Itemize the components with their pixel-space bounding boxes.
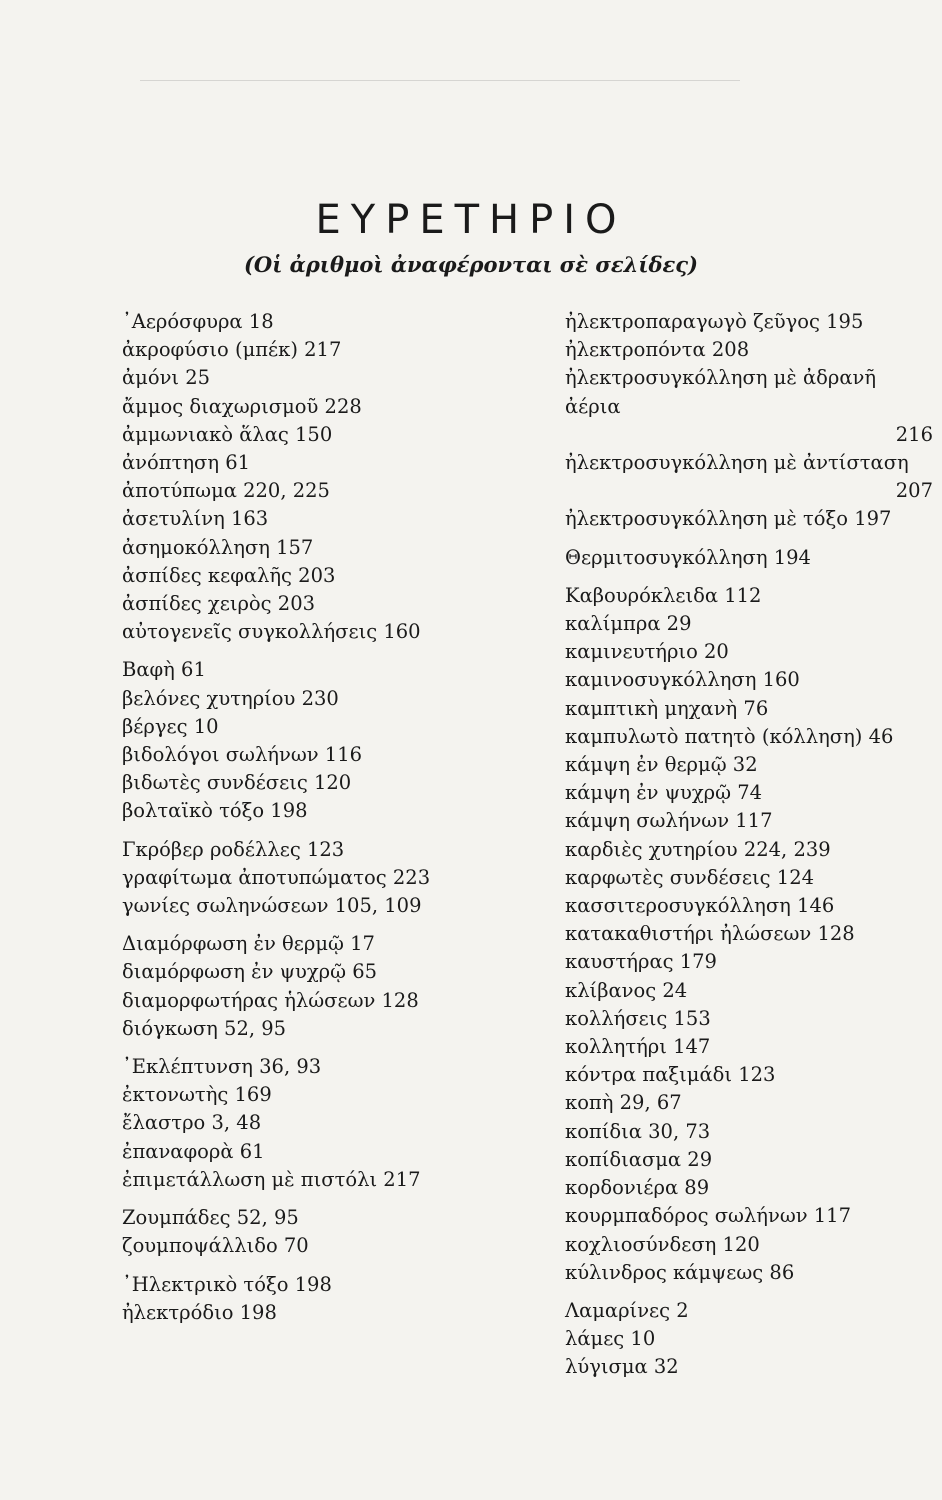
index-entry xyxy=(122,364,462,392)
index-entry-text: ᾿Αερόσφυρα 18 xyxy=(122,310,274,333)
index-entry-text: ἠλεκτροσυγκόλληση μὲ ἀδρανῆ ἀέρια xyxy=(565,366,877,418)
index-entry-text: βελόνες χυτηρίου 230 xyxy=(122,686,339,710)
index-entry-text: ἄμμος διαχωρισμοῦ 228 xyxy=(122,394,362,418)
index-entry xyxy=(122,421,462,449)
index-entry xyxy=(565,1118,935,1146)
index-entry-text: καμινοσυγκόλληση 160 xyxy=(565,668,800,692)
index-entry xyxy=(122,958,462,986)
index-entry xyxy=(565,1033,935,1061)
index-entry-text: κουρμπαδόρος σωλήνων 117 xyxy=(565,1204,851,1228)
index-entry-text: ἀσημοκόλληση 157 xyxy=(122,535,314,559)
index-entry-text: κασσιτεροσυγκόλληση 146 xyxy=(565,894,835,918)
index-entry-text: καλίμπρα 29 xyxy=(565,612,692,636)
index-entry xyxy=(565,610,935,638)
index-entry xyxy=(122,1053,462,1081)
index-entry xyxy=(122,836,462,864)
page-subtitle: (Οἱ ἀριθμοὶ ἀναφέρονται σὲ σελίδες) xyxy=(243,252,698,277)
index-entry-text: ἀνόπτηση 61 xyxy=(122,451,251,475)
index-entry xyxy=(122,590,462,618)
index-entry xyxy=(122,1015,462,1043)
index-entry xyxy=(565,638,935,666)
faint-header-rule xyxy=(140,80,740,82)
index-entry-text: ἀσπίδες χειρὸς 203 xyxy=(122,592,316,616)
index-entry-page-continuation: 216 xyxy=(895,422,933,446)
index-entry-text: Γκρόβερ ροδέλλες 123 xyxy=(122,837,345,861)
index-entry-text: Καβουρόκλειδα 112 xyxy=(565,583,762,607)
index-entry-text: ἠλεκτροσυγκόλληση μὲ ἀντίσταση xyxy=(565,451,909,475)
index-entry xyxy=(122,797,462,825)
index-entry xyxy=(122,393,462,421)
index-entry-text: κάμψη ἐν θερμῷ 32 xyxy=(565,753,758,777)
index-entry-text: ἀμόνι 25 xyxy=(122,366,211,390)
index-entry xyxy=(122,1299,462,1327)
index-entry xyxy=(565,1353,935,1381)
index-entry-text: ἠλεκτροσυγκόλληση μὲ τόξο 197 xyxy=(565,507,892,531)
index-entry-text: καρδιὲς χυτηρίου 224, 239 xyxy=(565,837,831,861)
index-entry xyxy=(122,1271,462,1299)
index-entry xyxy=(565,1061,935,1089)
index-entry-text: ἠλεκτροπαραγωγὸ ζεῦγος 195 xyxy=(565,310,864,333)
index-entry-text: διαμόρφωση ἐν ψυχρῷ 65 xyxy=(122,960,378,984)
index-entry-text: ἐκτονωτὴς 169 xyxy=(122,1083,272,1107)
index-entry xyxy=(122,1166,462,1194)
index-entry-text: ἀσπίδες κεφαλῆς 203 xyxy=(122,563,336,587)
index-entry xyxy=(565,1231,935,1259)
index-entry xyxy=(565,1202,935,1230)
index-entry-text: κάμψη σωλήνων 117 xyxy=(565,809,773,833)
index-entry xyxy=(565,1089,935,1117)
index-entry-text: κύλινδρος κάμψεως 86 xyxy=(565,1260,795,1284)
index-entry xyxy=(122,1138,462,1166)
index-entry xyxy=(565,1297,935,1325)
index-entry-page-continuation: 207 xyxy=(895,479,933,503)
index-entry xyxy=(122,534,462,562)
index-entry-text: διόγκωση 52, 95 xyxy=(122,1016,287,1040)
index-entry-text: ἀμμωνιακὸ ἅλας 150 xyxy=(122,422,333,446)
index-entry xyxy=(122,618,462,646)
index-entry xyxy=(565,449,935,505)
index-entry-text: καρφωτὲς συνδέσεις 124 xyxy=(565,865,815,889)
index-entry-text: καυστήρας 179 xyxy=(565,950,717,974)
index-entry-text: Θερμιτοσυγκόλληση 194 xyxy=(565,545,811,569)
index-entry-text: Βαφὴ 61 xyxy=(122,658,206,682)
index-entry-text: γραφίτωμα ἀποτυπώματος 223 xyxy=(122,865,431,889)
index-entry-text: ἀκροφύσιο (μπέκ) 217 xyxy=(122,338,342,362)
index-entry-text: κολλητήρι 147 xyxy=(565,1035,711,1059)
index-entry-text: κοπὴ 29, 67 xyxy=(565,1091,682,1115)
index-entry xyxy=(122,562,462,590)
index-entry-text: ζουμποψάλλιδο 70 xyxy=(122,1234,309,1258)
index-entry xyxy=(122,1204,462,1232)
page-title: ΕΥΡΕΤΗΡΙΟ xyxy=(315,196,627,243)
index-entry-text: βιδολόγοι σωλήνων 116 xyxy=(122,743,363,767)
index-entry xyxy=(565,1325,935,1353)
index-entry-text: ἐπαναφορὰ 61 xyxy=(122,1139,265,1163)
index-entry xyxy=(565,582,935,610)
index-entry-text: κοπίδιασμα 29 xyxy=(565,1147,713,1171)
index-entry-text: καμινευτήριο 20 xyxy=(565,640,729,664)
index-entry xyxy=(122,713,462,741)
index-entry xyxy=(565,505,935,533)
index-entry xyxy=(122,308,462,336)
index-entry xyxy=(565,892,935,920)
index-entry xyxy=(565,864,935,892)
index-entry xyxy=(122,449,462,477)
index-column-right xyxy=(565,308,935,1382)
index-entry-text: καμπτικὴ μηχανὴ 76 xyxy=(565,696,769,720)
index-entry xyxy=(122,741,462,769)
index-entry xyxy=(122,336,462,364)
index-entry xyxy=(565,364,935,449)
index-entry xyxy=(565,1174,935,1202)
index-entry xyxy=(565,1005,935,1033)
index-entry-text: κοχλιοσύνδεση 120 xyxy=(565,1232,760,1256)
index-entry-text: κορδονιέρα 89 xyxy=(565,1176,710,1200)
index-entry xyxy=(122,987,462,1015)
index-entry xyxy=(565,695,935,723)
index-entry xyxy=(122,1232,462,1260)
index-entry-text: ἠλεκτροπόντα 208 xyxy=(565,338,750,362)
index-entry-text: Διαμόρφωση ἐν θερμῷ 17 xyxy=(122,932,375,956)
index-entry-text: κόντρα παξιμάδι 123 xyxy=(565,1063,776,1087)
index-entry-text: ᾿Ηλεκτρικὸ τόξο 198 xyxy=(122,1272,332,1296)
index-entry xyxy=(565,308,935,336)
index-entry xyxy=(122,1081,462,1109)
index-entry xyxy=(565,779,935,807)
index-entry-text: ἐπιμετάλλωση μὲ πιστόλι 217 xyxy=(122,1167,421,1191)
index-entry-text: ἀσετυλίνη 163 xyxy=(122,507,269,531)
index-entry-text: κάμψη ἐν ψυχρῷ 74 xyxy=(565,781,763,805)
index-entry xyxy=(565,948,935,976)
index-entry xyxy=(565,920,935,948)
index-entry xyxy=(565,544,935,572)
index-entry-text: κοπίδια 30, 73 xyxy=(565,1119,711,1143)
index-entry xyxy=(122,769,462,797)
index-column-left xyxy=(122,308,462,1327)
index-entry-text: Λαμαρίνες 2 xyxy=(565,1298,689,1322)
index-entry-text: διαμορφωτήρας ἡλώσεων 128 xyxy=(122,988,419,1012)
index-entry xyxy=(122,685,462,713)
index-entry-text: Ζουμπάδες 52, 95 xyxy=(122,1206,299,1230)
index-entry-text: ἀποτύπωμα 220, 225 xyxy=(122,479,330,503)
index-entry xyxy=(565,1146,935,1174)
index-entry xyxy=(565,723,935,751)
index-entry xyxy=(565,1259,935,1287)
index-entry xyxy=(122,656,462,684)
index-entry xyxy=(122,505,462,533)
index-entry-text: κολλήσεις 153 xyxy=(565,1006,711,1030)
index-entry-text: καμπυλωτὸ πατητὸ (κόλληση) 46 xyxy=(565,724,894,748)
index-entry-text: βιδωτὲς συνδέσεις 120 xyxy=(122,771,352,795)
index-entry xyxy=(565,751,935,779)
index-entry xyxy=(565,977,935,1005)
index-entry-text: κατακαθιστήρι ἠλώσεων 128 xyxy=(565,922,855,946)
index-entry-text: κλίβανος 24 xyxy=(565,978,688,1002)
index-entry xyxy=(565,836,935,864)
index-entry xyxy=(122,930,462,958)
index-entry-text: γωνίες σωληνώσεων 105, 109 xyxy=(122,894,422,918)
index-entry-text: ἠλεκτρόδιο 198 xyxy=(122,1300,277,1324)
index-entry-text: λάμες 10 xyxy=(565,1327,656,1351)
index-entry-text: αὐτογενεῖς συγκολλήσεις 160 xyxy=(122,620,421,644)
index-entry-text: ἔλαστρο 3, 48 xyxy=(122,1111,262,1135)
index-entry-text: βολταϊκὸ τόξο 198 xyxy=(122,799,308,823)
index-entry xyxy=(122,864,462,892)
index-entry xyxy=(122,892,462,920)
index-entry xyxy=(565,336,935,364)
index-entry xyxy=(122,477,462,505)
index-entry-text: ᾿Εκλέπτυνση 36, 93 xyxy=(122,1055,322,1079)
index-entry-text: λύγισμα 32 xyxy=(565,1355,679,1379)
index-entry xyxy=(122,1109,462,1137)
index-entry xyxy=(565,666,935,694)
index-entry xyxy=(565,807,935,835)
index-entry-text: βέργες 10 xyxy=(122,714,219,738)
